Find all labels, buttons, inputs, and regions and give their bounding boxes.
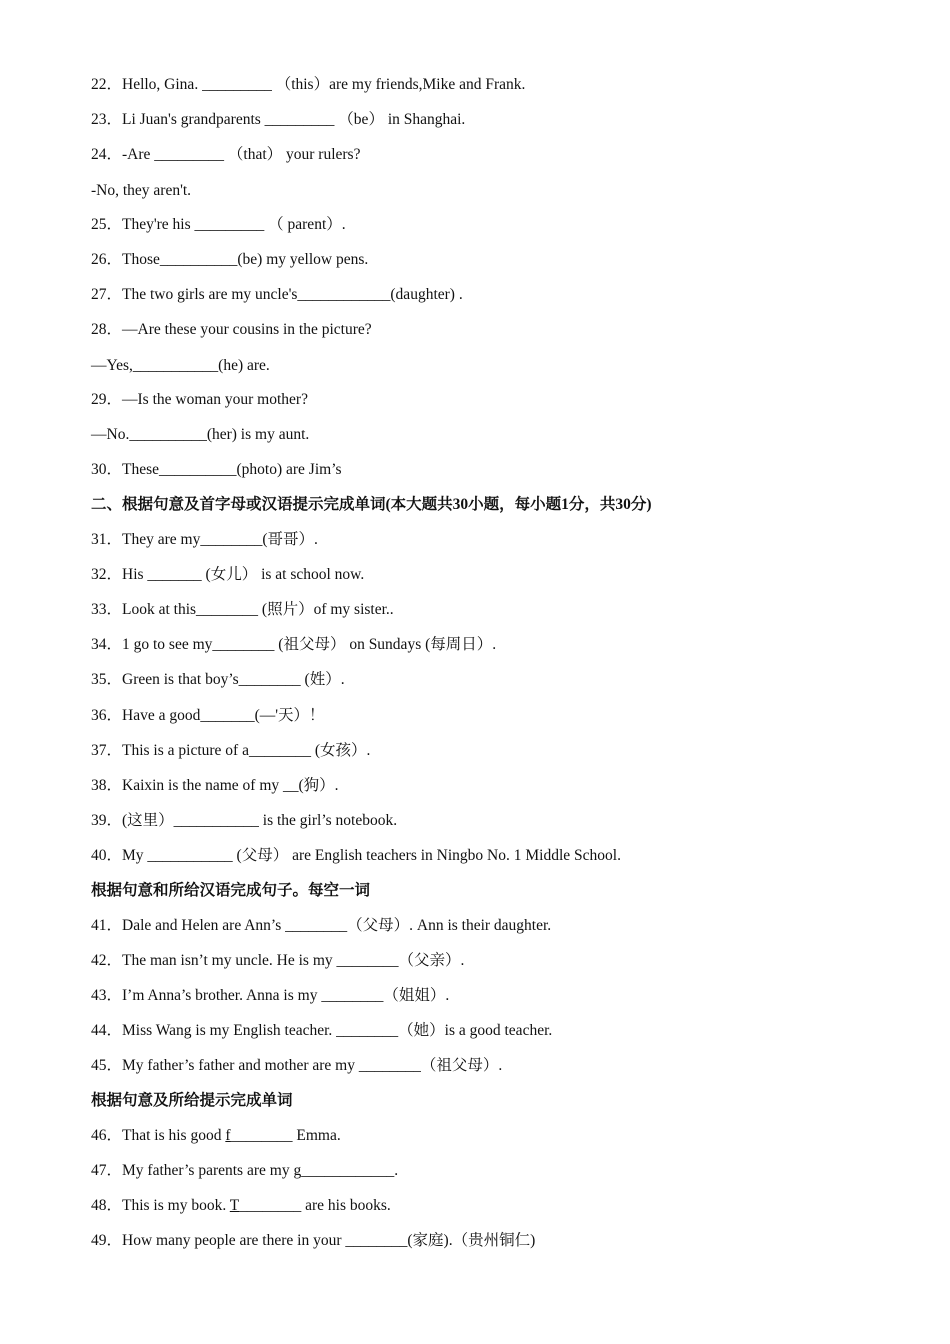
question-47-rest: ____________.: [301, 1162, 399, 1179]
question-41: 41．Dale and Helen are Ann’s ________（父母）. Ann is their daughter.: [91, 917, 552, 934]
question-46-initial: f: [225, 1127, 231, 1144]
question-24-answer: -No, they aren't.: [91, 182, 192, 199]
question-23: 23．Li Juan's grandparents _________ （be） in Shanghai.: [91, 111, 466, 128]
question-33: 33．Look at this________ (照片）of my sister..: [91, 601, 394, 618]
question-22: 22．Hello, Gina. _________ （this）are my friends,Mike and Frank.: [91, 76, 526, 93]
question-48-text: 48．This is my book.: [91, 1197, 230, 1214]
question-30: 30．These__________(photo) are Jim’s: [91, 461, 342, 478]
question-40: 40．My ___________ (父母） are English teachers in Ningbo No. 1 Middle School.: [91, 847, 621, 864]
question-29: 29．—Is the woman your mother?: [91, 391, 308, 408]
question-25: 25．They're his _________ （ parent）.: [91, 216, 346, 233]
question-36: 36．Have a good_______(—'天）！: [91, 707, 325, 724]
question-48-initial: T: [229, 1197, 240, 1214]
question-32: 32．His _______ (女儿） is at school now.: [91, 566, 365, 583]
question-42: 42．The man isn’t my uncle. He is my ________（父亲）.: [91, 952, 465, 969]
question-48: [91, 1196, 391, 1216]
question-39: 39．(这里）___________ is the girl’s notebook.: [91, 812, 398, 829]
question-47-initial: g: [293, 1162, 302, 1179]
question-48-rest: ________ are his books.: [239, 1197, 391, 1214]
question-46-text: 46．That is his good: [91, 1127, 226, 1144]
question-44: 44．Miss Wang is my English teacher. ________（她）is a good teacher.: [91, 1022, 553, 1039]
section-heading-2: 二、根据句意及首字母或汉语提示完成单词(本大题共30小题，每小题1分，共30分): [91, 496, 652, 513]
question-27: 27．The two girls are my uncle's____________(daughter) .: [91, 286, 463, 303]
question-46-rest: ________ Emma.: [230, 1127, 341, 1144]
question-28-answer: —Yes,___________(he) are.: [91, 357, 270, 374]
section-heading-4: 根据句意及所给提示完成单词: [91, 1092, 293, 1109]
question-45: 45．My father’s father and mother are my ________（祖父母）.: [91, 1057, 503, 1074]
question-43: 43．I’m Anna’s brother. Anna is my ________（姐姐）.: [91, 987, 450, 1004]
question-49: 49．How many people are there in your ________(家庭).（贵州铜仁): [91, 1232, 536, 1249]
question-24: 24．-Are _________ （that） your rulers?: [91, 146, 361, 163]
section-heading-3: 根据句意和所给汉语完成句子。每空一词: [91, 882, 371, 899]
question-34: 34．1 go to see my________ (祖父母） on Sundays (每周日）.: [91, 636, 497, 653]
question-38: 38．Kaixin is the name of my __(狗）.: [91, 777, 339, 794]
question-47: [91, 1161, 398, 1181]
question-31: 31．They are my________(哥哥）.: [91, 531, 318, 548]
question-46: [91, 1126, 341, 1146]
question-28: 28．—Are these your cousins in the picture?: [91, 321, 372, 338]
question-29-answer: —No.__________(her) is my aunt.: [91, 426, 310, 443]
question-35: 35．Green is that boy’s________ (姓）.: [91, 671, 345, 688]
question-47-text: 47．My father’s parents are my: [91, 1162, 294, 1179]
question-26: 26．Those__________(be) my yellow pens.: [91, 251, 369, 268]
question-37: 37．This is a picture of a________ (女孩）.: [91, 742, 371, 759]
